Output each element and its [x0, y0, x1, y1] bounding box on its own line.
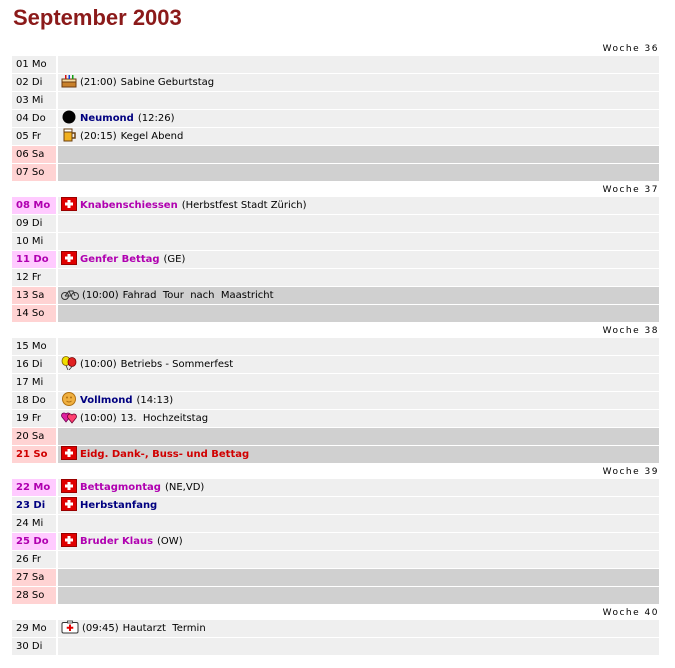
day-label: 27 Sa	[12, 569, 56, 586]
week-label: Woche 40	[602, 608, 659, 618]
event-cell	[58, 392, 659, 409]
event-time: (20:15)	[80, 131, 117, 142]
event-cell	[58, 446, 659, 463]
event-time: (10:00)	[80, 413, 117, 424]
day-label: 28 So	[12, 587, 56, 604]
day-label: 17 Mi	[12, 374, 56, 391]
day-row	[12, 428, 659, 445]
event-cell	[58, 164, 659, 181]
swiss-flag-icon	[61, 479, 77, 493]
event-time: (10:00)	[82, 290, 119, 301]
hearts-icon	[61, 410, 77, 424]
day-label: 07 So	[12, 164, 56, 181]
day-row	[12, 497, 659, 514]
day-label: 22 Mo	[12, 479, 56, 496]
day-label: 06 Sa	[12, 146, 56, 163]
event-cell	[58, 356, 659, 373]
event-detail: (14:13)	[136, 395, 174, 406]
event-text[interactable]: 13. Hochzeitstag	[120, 413, 209, 424]
event-text[interactable]: Sabine Geburtstag	[120, 77, 215, 88]
day-row	[12, 233, 659, 250]
day-row	[12, 164, 659, 181]
event-cell	[58, 110, 659, 127]
event-cell	[58, 56, 659, 73]
event-cell	[58, 620, 659, 637]
event-detail: (12:26)	[137, 113, 175, 124]
day-label: 09 Di	[12, 215, 56, 232]
event-cell	[58, 428, 659, 445]
week-label: Woche 38	[602, 326, 659, 336]
day-label: 29 Mo	[12, 620, 56, 637]
event-detail: (NE,VD)	[164, 482, 205, 493]
event-cell	[58, 215, 659, 232]
event-text[interactable]: Betriebs - Sommerfest	[120, 359, 234, 370]
day-label: 03 Mi	[12, 92, 56, 109]
week-label: Woche 36	[602, 44, 659, 54]
event-cell	[58, 287, 659, 304]
event-cell	[58, 533, 659, 550]
day-row	[12, 215, 659, 232]
day-row	[12, 587, 659, 604]
day-row	[12, 92, 659, 109]
day-row	[12, 269, 659, 286]
event-time: (10:00)	[80, 359, 117, 370]
event-cell	[58, 515, 659, 532]
event-cell	[58, 374, 659, 391]
day-row	[12, 515, 659, 532]
day-label: 08 Mo	[12, 197, 56, 214]
day-row	[12, 638, 659, 655]
day-row	[12, 374, 659, 391]
event-cell	[58, 497, 659, 514]
day-row	[12, 128, 659, 145]
swiss-flag-icon	[61, 197, 77, 211]
event-cell	[58, 551, 659, 568]
day-row	[12, 533, 659, 550]
day-row	[12, 305, 659, 322]
day-row	[12, 356, 659, 373]
event-name[interactable]: Knabenschiessen	[80, 200, 178, 211]
day-label: 01 Mo	[12, 56, 56, 73]
day-row	[12, 110, 659, 127]
event-cell	[58, 305, 659, 322]
day-label: 23 Di	[12, 497, 56, 514]
event-cell	[58, 269, 659, 286]
event-cell	[58, 128, 659, 145]
event-name[interactable]: Neumond	[80, 113, 134, 124]
day-label: 04 Do	[12, 110, 56, 127]
event-detail: (Herbstfest Stadt Zürich)	[181, 200, 307, 211]
day-label: 26 Fr	[12, 551, 56, 568]
week-label: Woche 37	[602, 185, 659, 195]
event-cell	[58, 92, 659, 109]
day-label: 20 Sa	[12, 428, 56, 445]
day-label: 05 Fr	[12, 128, 56, 145]
event-cell	[58, 146, 659, 163]
event-cell	[58, 251, 659, 268]
beer-icon	[61, 128, 77, 142]
event-name[interactable]: Eidg. Dank-, Buss- und Bettag	[80, 449, 250, 460]
day-row	[12, 620, 659, 637]
event-cell	[58, 233, 659, 250]
event-cell	[58, 197, 659, 214]
event-name[interactable]: Herbstanfang	[80, 500, 158, 511]
event-cell	[58, 338, 659, 355]
day-label: 14 So	[12, 305, 56, 322]
event-cell	[58, 74, 659, 91]
balloons-icon	[61, 356, 77, 370]
day-row	[12, 146, 659, 163]
swiss-flag-icon	[61, 497, 77, 511]
day-label: 24 Mi	[12, 515, 56, 532]
day-row	[12, 287, 659, 304]
day-label: 11 Do	[12, 251, 56, 268]
event-cell	[58, 410, 659, 427]
cake-icon	[61, 74, 77, 88]
day-row	[12, 392, 659, 409]
event-text[interactable]: Hautarzt Termin	[122, 623, 206, 634]
event-detail: (GE)	[163, 254, 186, 265]
week-label: Woche 39	[602, 467, 659, 477]
day-label: 30 Di	[12, 638, 56, 655]
swiss-flag-icon	[61, 446, 77, 460]
day-label: 02 Di	[12, 74, 56, 91]
event-detail: (OW)	[157, 536, 183, 547]
swiss-flag-icon	[61, 251, 77, 265]
event-time: (21:00)	[80, 77, 117, 88]
event-text[interactable]: Fahrad Tour nach Maastricht	[122, 290, 274, 301]
day-row	[12, 410, 659, 427]
page-title: September 2003	[13, 5, 182, 30]
event-cell	[58, 638, 659, 655]
full-moon-icon	[61, 392, 77, 406]
day-row	[12, 338, 659, 355]
day-row	[12, 251, 659, 268]
first-aid-icon	[61, 620, 79, 634]
day-row	[12, 551, 659, 568]
day-label: 16 Di	[12, 356, 56, 373]
day-label: 19 Fr	[12, 410, 56, 427]
day-row	[12, 479, 659, 496]
event-name[interactable]: Genfer Bettag	[80, 254, 160, 265]
day-row	[12, 74, 659, 91]
event-time: (09:45)	[82, 623, 119, 634]
day-label: 25 Do	[12, 533, 56, 550]
day-row	[12, 569, 659, 586]
swiss-flag-icon	[61, 533, 77, 547]
event-name[interactable]: Bettagmontag	[80, 482, 161, 493]
bicycle-icon	[61, 287, 79, 301]
day-row	[12, 56, 659, 73]
day-label: 15 Mo	[12, 338, 56, 355]
event-cell	[58, 569, 659, 586]
event-cell	[58, 479, 659, 496]
day-label: 18 Do	[12, 392, 56, 409]
event-name[interactable]: Bruder Klaus	[80, 536, 154, 547]
day-label: 12 Fr	[12, 269, 56, 286]
day-label: 13 Sa	[12, 287, 56, 304]
event-name[interactable]: Vollmond	[80, 395, 133, 406]
event-text[interactable]: Kegel Abend	[120, 131, 184, 142]
day-label: 21 So	[12, 446, 56, 463]
new-moon-icon	[61, 110, 77, 124]
day-label: 10 Mi	[12, 233, 56, 250]
event-cell	[58, 587, 659, 604]
day-row	[12, 197, 659, 214]
day-row	[12, 446, 659, 463]
